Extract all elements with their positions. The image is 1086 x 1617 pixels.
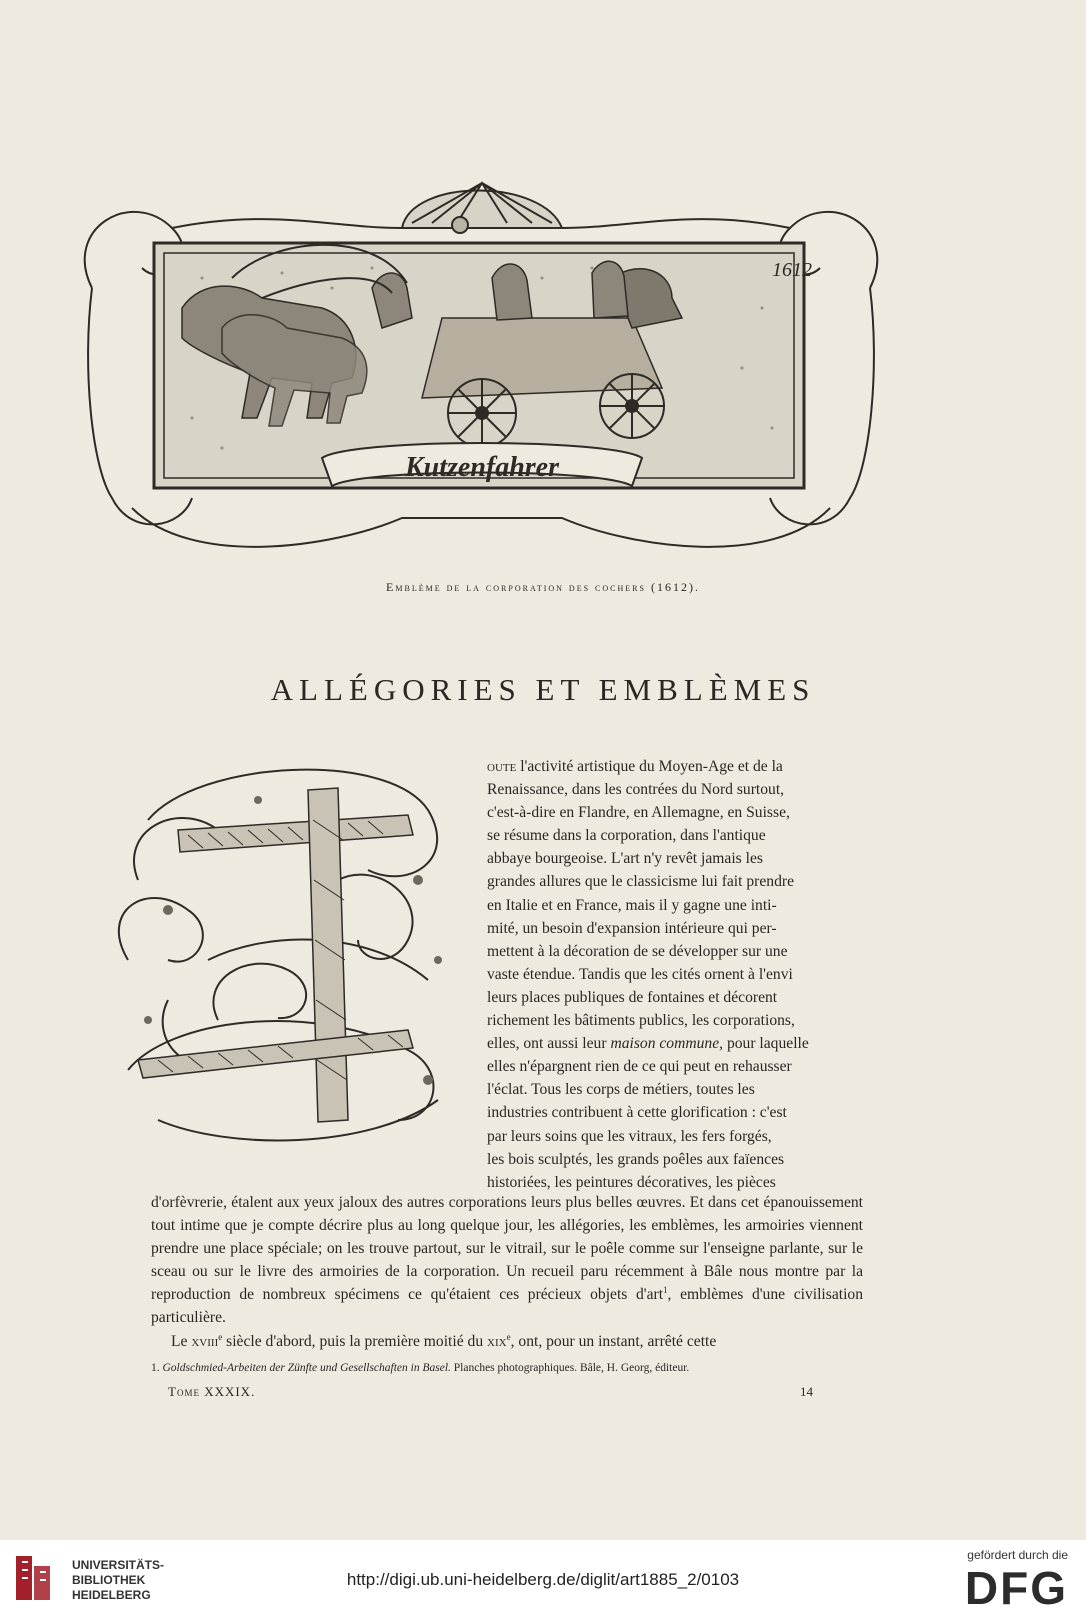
initial-lead-word: oute bbox=[487, 758, 517, 775]
first-column-line-9: mettent à la décoration de se développer sur une bbox=[487, 942, 788, 960]
first-column-line-6: grandes allures que le classicisme lui fait prendre bbox=[487, 873, 794, 891]
library-name: UNIVERSITÄTS- BIBLIOTHEK HEIDELBERG bbox=[72, 1558, 165, 1602]
first-column-line-13: elles, ont aussi leur maison commune, pour laquelle bbox=[487, 1035, 809, 1053]
footnote-book-title: Goldschmied-Arbeiten der Zünfte und Gesellschaften in Basel. bbox=[162, 1362, 451, 1374]
tome-label: Tome XXXIX. bbox=[168, 1384, 256, 1399]
funding-note: gefördert durch die bbox=[967, 1548, 1068, 1562]
page-title: ALLÉGORIES ET EMBLÈMES bbox=[270, 672, 816, 707]
first-column-line-8: mité, un besoin d'expansion intérieure qui per- bbox=[487, 919, 777, 937]
first-column-line-3: c'est-à-dire en Flandre, en Allemagne, en Suisse, bbox=[487, 804, 790, 822]
first-column-line-18: les bois sculptés, les grands poêles aux faïences bbox=[487, 1150, 785, 1168]
first-column-line-12: richement les bâtiments publics, les corporations, bbox=[487, 1012, 795, 1030]
full-width-text bbox=[151, 1191, 863, 1353]
first-column-line-14: elles n'épargnent rien de ce qui peut en rehausser bbox=[487, 1058, 792, 1076]
emblem-caption: Emblème de la corporation des cochers (1612). bbox=[386, 580, 700, 594]
first-column-line-7: en Italie et en France, mais il y gagne une inti- bbox=[487, 896, 777, 914]
first-column-line-2: Renaissance, dans les contrées du Nord surtout, bbox=[487, 781, 785, 799]
first-column-line-11: leurs places publiques de fontaines et décorent bbox=[487, 988, 778, 1006]
footnote-reference: 1 bbox=[663, 1285, 668, 1296]
permalink-url[interactable]: http://digi.ub.uni-heidelberg.de/diglit/art1885_2/0103 bbox=[346, 1570, 740, 1589]
first-column-line-15: l'éclat. Tous les corps de métiers, toutes les bbox=[487, 1081, 755, 1099]
first-column-line-19: historiées, les peintures décoratives, les pièces bbox=[487, 1173, 776, 1191]
maison-commune-emphasis: maison commune, bbox=[610, 1035, 724, 1053]
footnote: 1. Goldschmied-Arbeiten der Zünfte und Gesellschaften in Basel. Planches photographiques. Bâle, H. Georg, éditeur. bbox=[151, 1362, 690, 1374]
first-column-line-5: abbaye bourgeoise. L'art n'y revêt jamais les bbox=[487, 850, 763, 868]
coachmen-guild-emblem-engraving bbox=[72, 168, 890, 578]
emblem-banner-text: Kutzenfahrer bbox=[404, 452, 560, 483]
page-number: 14 bbox=[800, 1384, 813, 1399]
first-column-line-10: vaste étendue. Tandis que les cités ornent à l'envi bbox=[487, 965, 793, 983]
first-column-text bbox=[487, 755, 863, 1194]
first-column-line-1: oute l'activité artistique du Moyen-Age et de la bbox=[487, 758, 783, 775]
paragraph-second: Le xviii$^e$ siècle d'abord, puis la première moitié du xix$^e$, ont, pour un instant, arrêté cette bbox=[171, 1331, 717, 1350]
first-column-line-17: par leurs soins que les vitraux, les fers forgés, bbox=[487, 1127, 772, 1145]
paragraph-continuation: d'orfèvrerie, étalent aux yeux jaloux des autres corporations leurs plus belles œuvres. Et dans cet épanouissement tout intime que je compte décrire plus au long quelque jour, les allégories, les emblèmes, les armoiries viennent prendre une place spéciale; on les trouve partout, sur le vitrail, sur le poêle comme sur l'enseigne parlante, sur le sceau ou sur le livre des armoiries de la corporation. Un recueil paru récemment à Bâle nous montre par la reproduction de nombreux spécimens ce qu'étaient ces précieux objets d'art$^1$, emblèmes d'une civilisation particulière. bbox=[151, 1194, 864, 1327]
first-column-line-16: industries contribuent à cette glorification : c'est bbox=[487, 1104, 787, 1122]
dfg-logo[interactable]: DFG bbox=[964, 1562, 1068, 1614]
emblem-year: 1612 bbox=[772, 259, 812, 281]
first-column-line-4: se résume dans la corporation, dans l'antique bbox=[487, 827, 766, 845]
digitization-footer bbox=[0, 1540, 1086, 1617]
ornamental-initial-t bbox=[108, 760, 468, 1150]
